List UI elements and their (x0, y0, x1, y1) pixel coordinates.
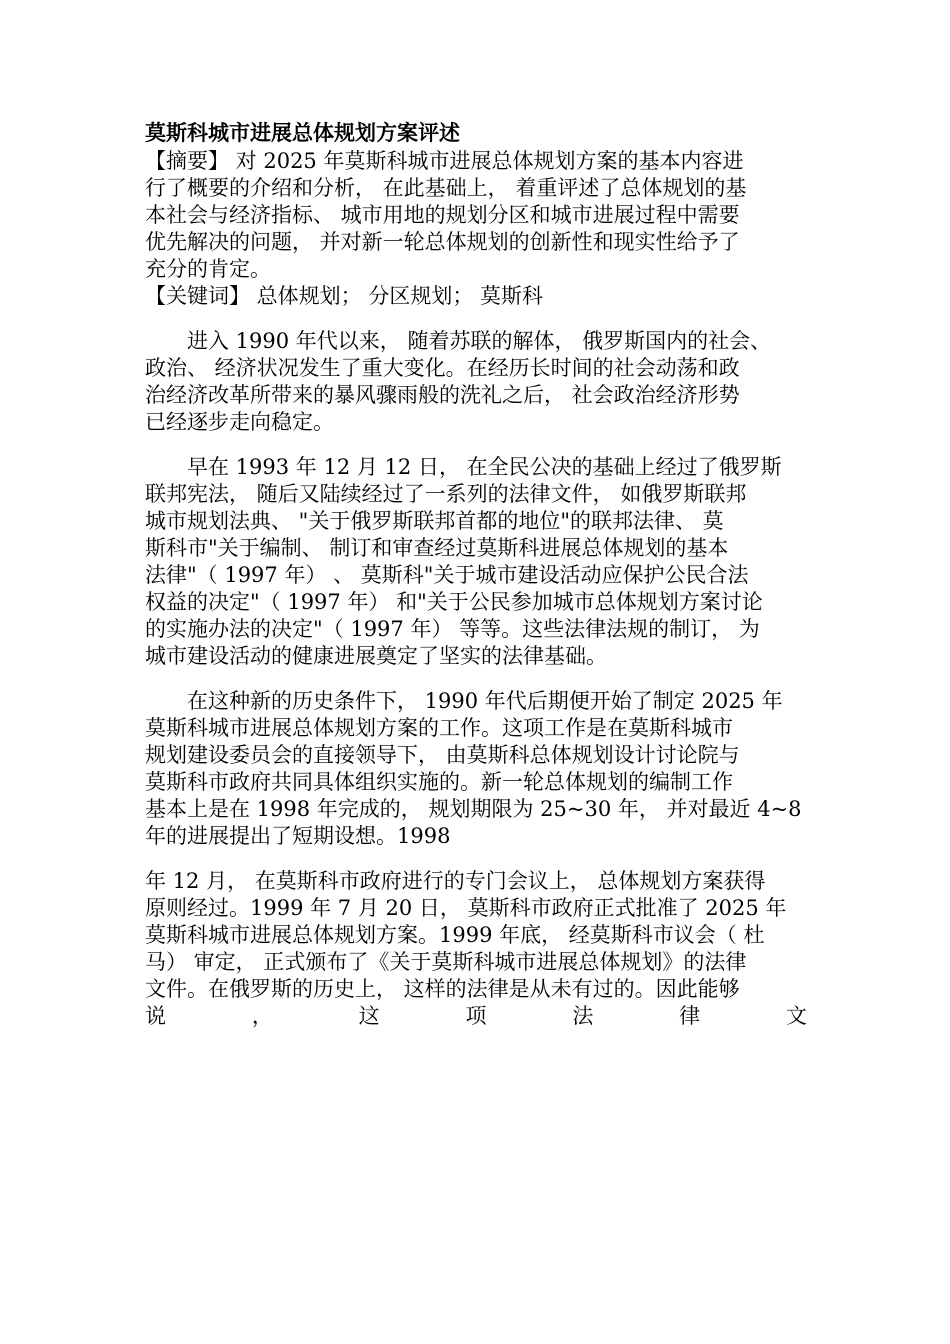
paragraph-line: 进入 1990 年代以来， 随着苏联的解体， 俄罗斯国内的社会、 (145, 329, 772, 353)
keywords-line: 【关键词】 总体规划； 分区规划； 莫斯科 (145, 284, 544, 308)
paragraph-line: 莫斯科城市进展总体规划方案。1999 年底， 经莫斯科市议会（ 杜 (145, 923, 765, 947)
document-page (145, 118, 807, 1030)
paragraph-line: 在这种新的历史条件下， 1990 年代后期便开始了制定 2025 年 (145, 689, 783, 713)
paragraph-line: 法律"（ 1997 年） 、 莫斯科"关于城市建设活动应保护公民合法 (145, 563, 749, 587)
abstract-line: 【摘要】 对 2025 年莫斯科城市进展总体规划方案的基本内容进 (145, 149, 744, 173)
paragraph-line: 莫斯科市政府共同具体组织实施的。新一轮总体规划的编制工作 (145, 770, 733, 794)
paragraph-line: 莫斯科城市进展总体规划方案的工作。这项工作是在莫斯科城市 (145, 716, 733, 740)
keywords (145, 283, 807, 310)
document-title: 莫斯科城市进展总体规划方案评述 (145, 121, 460, 145)
paragraph-line: 基本上是在 1998 年完成的， 规划期限为 25~30 年， 并对最近 4~8 (145, 797, 802, 821)
last-line-char: 项 (465, 1004, 487, 1028)
justified-last-line (145, 1003, 807, 1030)
last-line-char: ， (251, 1004, 273, 1028)
paragraph-line: 文件。在俄罗斯的历史上， 这样的法律是从未有过的。因此能够 (145, 977, 740, 1001)
last-line-char: 文 (785, 1004, 807, 1028)
paragraph-3 (145, 688, 807, 850)
paragraph-line: 已经逐步走向稳定。 (145, 410, 334, 434)
paragraph-line: 治经济改革所带来的暴风骤雨般的洗礼之后， 社会政治经济形势 (145, 383, 740, 407)
paragraph-line: 权益的决定"（ 1997 年） 和"关于公民参加城市总体规划方案讨论 (145, 590, 763, 614)
paragraph-line: 城市建设活动的健康进展奠定了坚实的法律基础。 (145, 644, 607, 668)
abstract-line: 优先解决的问题， 并对新一轮总体规划的创新性和现实性给予了 (145, 230, 740, 254)
paragraph-line: 城市规划法典、 "关于俄罗斯联邦首都的地位"的联邦法律、 莫 (145, 509, 724, 533)
paragraph-1 (145, 328, 807, 436)
abstract (145, 148, 807, 283)
abstract-line: 充分的肯定。 (145, 257, 271, 281)
paragraph-line: 斯科市"关于编制、 制订和审查经过莫斯科进展总体规划的基本 (145, 536, 729, 560)
paragraph-line: 原则经过。1999 年 7 月 20 日， 莫斯科市政府正式批准了 2025 年 (145, 896, 787, 920)
paragraph-line: 规划建设委员会的直接领导下， 由莫斯科总体规划设计讨论院与 (145, 743, 740, 767)
last-line-char: 律 (679, 1004, 701, 1028)
paragraph-line: 年 12 月， 在莫斯科市政府进行的专门会议上， 总体规划方案获得 (145, 869, 766, 893)
last-line-char: 这 (358, 1004, 380, 1028)
abstract-line: 本社会与经济指标、 城市用地的规划分区和城市进展过程中需要 (145, 203, 740, 227)
paragraph-line: 的实施办法的决定"（ 1997 年） 等等。这些法律法规的制订， 为 (145, 617, 760, 641)
paragraph-2 (145, 454, 807, 670)
paragraph-line: 早在 1993 年 12 月 12 日， 在全民公决的基础上经过了俄罗斯 (145, 455, 782, 479)
last-line-char: 说 (145, 1004, 166, 1028)
paragraph-line: 政治、 经济状况发生了重大变化。在经历长时间的社会动荡和政 (145, 356, 740, 380)
abstract-line: 行了概要的介绍和分析， 在此基础上， 着重评述了总体规划的基 (145, 176, 747, 200)
last-line-char: 法 (572, 1004, 594, 1028)
paragraph-4 (145, 868, 807, 1003)
paragraph-line: 马） 审定， 正式颁布了《关于莫斯科城市进展总体规划》的法律 (145, 950, 747, 974)
paragraph-line: 年的进展提出了短期设想。1998 (145, 824, 451, 848)
paragraph-line: 联邦宪法， 随后又陆续经过了一系列的法律文件， 如俄罗斯联邦 (145, 482, 747, 506)
